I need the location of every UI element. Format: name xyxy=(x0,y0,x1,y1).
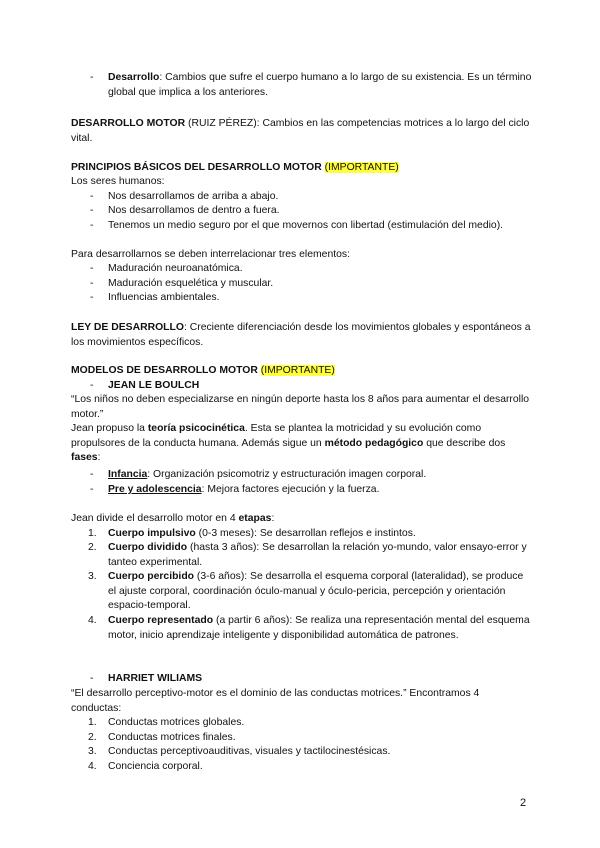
list-number: 4. xyxy=(88,615,97,626)
author-heading xyxy=(108,379,533,394)
term: DESARROLLO MOTOR xyxy=(71,118,186,129)
term: fases xyxy=(71,452,98,463)
bullet-dash: - xyxy=(90,191,94,202)
principios-heading xyxy=(71,161,531,176)
bullet-dash: - xyxy=(90,469,94,480)
term: Infancia xyxy=(108,469,148,480)
list-number: 1. xyxy=(88,528,97,539)
bullet-dash: - xyxy=(90,263,94,274)
conducta-item: Conductas perceptivoauditivas, visuales y tactilocinestésicas. xyxy=(108,746,391,757)
term: LEY DE DESARROLLO xyxy=(71,322,184,333)
fase-item xyxy=(108,483,533,498)
author-name: HARRIET WILIAMS xyxy=(108,673,203,684)
text: Jean divide el desarrollo motor en 4 xyxy=(71,513,239,524)
quote: “Los niños no deben especializarse en ningún deporte hasta los 8 años para aumentar el desarrollo motor.” xyxy=(71,394,530,420)
list-item: Maduración neuroanatómica. xyxy=(108,263,243,274)
text: (a partir 6 años): Se realiza una representación mental del esquema motor, inicio aprendizaje inteligente y disponibilidad automática de patrones. xyxy=(108,615,530,641)
important-highlight: (IMPORTANTE) xyxy=(260,365,335,376)
text: que describe dos xyxy=(423,437,506,449)
list-item: Tenemos un medio seguro por el que movernos con libertad (estimulación del medio). xyxy=(108,220,504,231)
heading-text: PRINCIPIOS BÁSICOS DEL DESARROLLO MOTOR xyxy=(71,162,322,173)
bullet-dash: - xyxy=(90,205,94,216)
term: Cuerpo impulsivo xyxy=(108,528,196,539)
definition-text: : Cambios que sufre el cuerpo humano a lo largo de su existencia. Es un término global que implica a los anteriores. xyxy=(108,72,532,98)
conducta-item: Conductas motrices finales. xyxy=(108,732,236,743)
etapa-item xyxy=(108,570,533,614)
list-number: 4. xyxy=(88,761,97,772)
text: . Esta se plantea la motricidad y su evolución como propulsores de la conducta humana. Además sigue un xyxy=(71,423,482,449)
text: : Organización psicomotriz y estructuración imagen corporal. xyxy=(147,469,427,480)
term: Cuerpo dividido xyxy=(108,542,188,553)
term: Cuerpo representado xyxy=(108,615,214,626)
fase-item xyxy=(108,468,533,483)
definition-text: (RUIZ PÉREZ): Cambios en las competencias motrices a lo largo del ciclo vital. xyxy=(71,118,530,144)
list-number: 1. xyxy=(88,717,97,728)
definition-text: : Creciente diferenciación desde los movimientos globales y espontáneos a los movimientos específicos. xyxy=(71,322,531,348)
term: etapas xyxy=(238,513,272,524)
text: (hasta 3 años): Se desarrollan la relación yo-mundo, valor ensayo-error y tanteo experimental. xyxy=(108,542,527,568)
list-item: Maduración esquelética y muscular. xyxy=(108,278,274,289)
etapas-intro xyxy=(71,512,531,527)
term: Desarrollo xyxy=(108,72,160,83)
author-heading xyxy=(108,672,533,687)
list-number: 3. xyxy=(88,571,97,582)
list-number: 3. xyxy=(88,746,97,757)
bullet-dash: - xyxy=(90,292,94,303)
page-number: 2 xyxy=(520,797,527,809)
list-number: 2. xyxy=(88,542,97,553)
list-item: Nos desarrollamos de dentro a fuera. xyxy=(108,205,280,216)
author-name: JEAN LE BOULCH xyxy=(108,380,200,391)
etapa-item xyxy=(108,541,533,570)
term: Cuerpo percibido xyxy=(108,571,195,582)
text: : Mejora factores ejecución y la fuerza. xyxy=(201,484,380,495)
desarrollo-definition xyxy=(108,71,533,100)
conducta-item: Conciencia corporal. xyxy=(108,761,203,772)
psicocinetica-paragraph xyxy=(71,422,531,466)
list-item: Nos desarrollamos de arriba a abajo. xyxy=(108,191,279,202)
term: método pedagógico xyxy=(324,437,424,449)
etapa-item xyxy=(108,614,533,643)
quote: “El desarrollo perceptivo-motor es el dominio de las conductas motrices.” Encontramos 4 conductas: xyxy=(71,688,480,714)
ley-definition xyxy=(71,321,531,350)
principios-intro: Los seres humanos: xyxy=(71,176,165,187)
text: Jean propuso la xyxy=(71,423,148,434)
list-item: Influencias ambientales. xyxy=(108,292,220,303)
text: : xyxy=(271,513,275,524)
text: (0-3 meses): Se desarrollan reflejos e instintos. xyxy=(195,528,416,539)
principios-intro2: Para desarrollarnos se deben interrelacionar tres elementos: xyxy=(71,249,350,260)
term: teoría psicocinética xyxy=(147,423,245,434)
etapa-item xyxy=(108,527,533,542)
heading-text: MODELOS DE DESARROLLO MOTOR xyxy=(71,365,258,376)
text: : xyxy=(97,452,101,463)
bullet-dash: - xyxy=(90,673,94,684)
modelos-heading xyxy=(71,364,531,379)
bullet-dash: - xyxy=(90,72,94,83)
conducta-item: Conductas motrices globales. xyxy=(108,717,245,728)
bullet-dash: - xyxy=(90,380,94,391)
list-number: 2. xyxy=(88,732,97,743)
bullet-dash: - xyxy=(90,484,94,495)
desarrollo-motor-definition xyxy=(71,117,531,146)
bullet-dash: - xyxy=(90,220,94,231)
text: (3-6 años): Se desarrolla el esquema corporal (lateralidad), se produce el ajuste corporal, coordinación óculo-manual y óculo-pericia, percepción y orientación espacio-temporal. xyxy=(108,571,524,611)
important-highlight: (IMPORTANTE) xyxy=(324,162,399,173)
bullet-dash: - xyxy=(90,278,94,289)
term: Pre y adolescencia xyxy=(108,484,202,495)
